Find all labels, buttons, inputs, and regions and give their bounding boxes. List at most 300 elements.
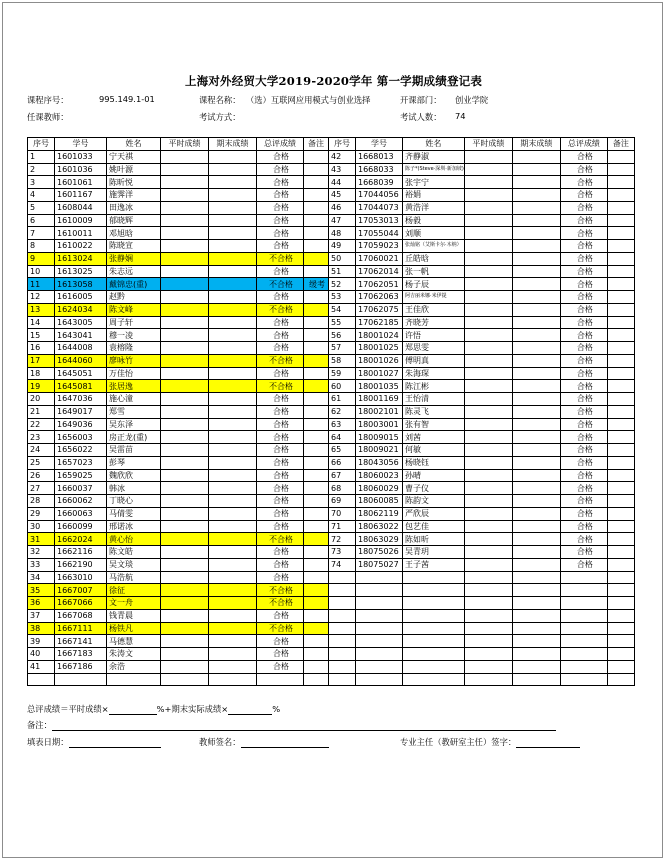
cell-name [403,571,465,584]
cell-student-id: 1624034 [55,303,107,316]
cell-usual-score [161,597,209,610]
table-row [329,622,635,635]
table-row [329,329,635,342]
cell-final-score [512,252,560,265]
cell-name: 严欣辰 [403,507,465,520]
cell-final-score [209,329,257,342]
table-row [28,278,329,291]
table-row [28,214,329,227]
cell-seq: 33 [28,558,55,571]
cell-total-score: 合格 [560,240,607,253]
cell-student-id: 1610022 [55,240,107,253]
cell-note [304,609,329,622]
cell-final-score [512,278,560,291]
cell-name: 张有智 [403,418,465,431]
table-row [28,367,329,380]
cell-note [304,240,329,253]
cell-note [607,546,634,559]
cell-total-score: 合格 [257,444,304,457]
cell-name: 张静娴 [107,252,161,265]
table-row [28,418,329,431]
cell-total-score: 合格 [560,533,607,546]
cell-total-score: 合格 [560,176,607,189]
cell-final-score [512,495,560,508]
cell-seq: 48 [329,227,356,240]
cell-usual-score [161,571,209,584]
table-row [329,342,635,355]
cell-name [403,609,465,622]
cell-student-id: 1601033 [55,150,107,163]
cell-final-score [512,635,560,648]
cell-usual-score [161,635,209,648]
dept-label: 开课部门： [400,95,442,105]
cell-final-score [209,278,257,291]
cell-total-score: 合格 [257,329,304,342]
cell-name: 房正龙(重) [107,431,161,444]
cell-name: 钱青晨 [107,609,161,622]
cell-name: 施心潼 [107,393,161,406]
table-row [329,176,635,189]
cell-student-id: 1601061 [55,176,107,189]
table-row [329,240,635,253]
cell-note [304,648,329,661]
cell-final-score [512,520,560,533]
cell-total-score: 合格 [257,189,304,202]
cell-final-score [512,393,560,406]
cell-note [607,380,634,393]
cell-total-score: 不合格 [257,278,304,291]
cell-student-id: 1647036 [55,393,107,406]
cell-final-score [209,609,257,622]
cell-final-score [209,635,257,648]
cell-usual-score [464,418,512,431]
cell-usual-score [161,393,209,406]
cell-total-score: 合格 [560,418,607,431]
cell-name: 王佳欣 [403,303,465,316]
cell-total-score: 不合格 [257,303,304,316]
cell-name: 文一舟 [107,597,161,610]
cell-note [304,673,329,686]
cell-final-score [512,303,560,316]
cell-student-id: 18001024 [356,329,403,342]
cell-final-score [209,584,257,597]
director-sign-line [400,736,580,748]
cell-usual-score [464,367,512,380]
course-name-label: 课程名称： [199,95,241,105]
table-row [28,189,329,202]
table-row [28,507,329,520]
cell-seq: 74 [329,558,356,571]
table-row [28,648,329,661]
cell-usual-score [464,342,512,355]
table-row [28,354,329,367]
cell-note [607,252,634,265]
dept-value: 创业学院 [455,95,489,105]
cell-seq: 69 [329,495,356,508]
cell-note [607,635,634,648]
date-blank[interactable] [69,738,161,748]
cell-total-score: 合格 [560,150,607,163]
cell-final-score [209,291,257,304]
cell-total-score: 合格 [257,456,304,469]
cell-name: 田逸冰 [107,201,161,214]
cell-name: 陈晓宣 [107,240,161,253]
cell-final-score [512,240,560,253]
cell-name: 丘皓晗 [403,252,465,265]
cell-total-score: 合格 [257,227,304,240]
cell-usual-score [161,622,209,635]
cell-name [107,673,161,686]
table-row [28,520,329,533]
cell-seq [329,673,356,686]
cell-final-score [209,456,257,469]
cell-student-id: 18001035 [356,380,403,393]
cell-seq: 37 [28,609,55,622]
cell-student-id [356,584,403,597]
cell-note [607,507,634,520]
cell-usual-score [161,189,209,202]
cell-usual-score [464,163,512,176]
table-row [28,444,329,457]
cell-seq: 24 [28,444,55,457]
cell-total-score: 合格 [257,393,304,406]
cell-usual-score [464,507,512,520]
cell-seq: 1 [28,150,55,163]
cell-student-id [356,609,403,622]
cell-student-id: 1645081 [55,380,107,393]
cell-usual-score [161,609,209,622]
cell-student-id: 17062051 [356,278,403,291]
cell-usual-score [464,393,512,406]
table-row [329,444,635,457]
cell-seq: 35 [28,584,55,597]
cell-student-id: 1667183 [55,648,107,661]
cell-note [607,201,634,214]
cell-note [304,367,329,380]
col-header-seq: 序号 [329,138,356,151]
cell-note [304,469,329,482]
cell-final-score [209,622,257,635]
cell-usual-score [464,214,512,227]
cell-note [304,635,329,648]
cell-seq: 65 [329,444,356,457]
cell-note [304,291,329,304]
cell-usual-score [161,673,209,686]
cell-usual-score [161,444,209,457]
cell-total-score: 合格 [560,456,607,469]
cell-usual-score [464,176,512,189]
cell-seq: 71 [329,520,356,533]
cell-student-id: 1663010 [55,571,107,584]
table-row [329,507,635,520]
formula-blank-2[interactable] [228,705,272,715]
table-row [329,214,635,227]
cell-usual-score [161,584,209,597]
cell-name: 韩冰 [107,482,161,495]
cell-name [403,584,465,597]
grade-sheet [2,2,663,858]
cell-student-id: 18060023 [356,469,403,482]
table-row [329,418,635,431]
cell-note [304,495,329,508]
cell-usual-score [161,214,209,227]
cell-total-score: 合格 [257,176,304,189]
cell-seq: 42 [329,150,356,163]
table-row [329,520,635,533]
cell-name: 廖咏竹 [107,354,161,367]
cell-final-score [209,214,257,227]
cell-usual-score [464,431,512,444]
cell-usual-score [161,252,209,265]
cell-usual-score [464,609,512,622]
cell-usual-score [464,558,512,571]
cell-final-score [209,507,257,520]
table-row [329,533,635,546]
cell-name: 赵黔 [107,291,161,304]
col-header-note: 备注 [304,138,329,151]
cell-student-id: 17059023 [356,240,403,253]
table-row [28,609,329,622]
cell-total-score: 合格 [560,303,607,316]
cell-seq: 57 [329,342,356,355]
cell-total-score: 合格 [257,367,304,380]
cell-seq: 25 [28,456,55,469]
cell-student-id: 1668013 [356,150,403,163]
cell-name: 裕娟 [403,189,465,202]
cell-student-id: 18009021 [356,444,403,457]
cell-note [304,354,329,367]
cell-seq: 45 [329,189,356,202]
cell-name: 魏欣欣 [107,469,161,482]
cell-note [607,354,634,367]
cell-note [607,150,634,163]
cell-student-id: 1660063 [55,507,107,520]
cell-name: 王怡清 [403,393,465,406]
teacher-sign-blank[interactable] [241,738,329,748]
cell-usual-score [464,303,512,316]
cell-name: 万佳怡 [107,367,161,380]
cell-name: 包艺佳 [403,520,465,533]
cell-final-score [512,265,560,278]
cell-usual-score [161,342,209,355]
cell-name: 马倩雯 [107,507,161,520]
table-row [329,163,635,176]
cell-student-id: 1644060 [55,354,107,367]
cell-student-id: 18001169 [356,393,403,406]
table-row [28,546,329,559]
director-sign-blank[interactable] [516,738,580,748]
cell-name: 黄浩洋 [403,201,465,214]
cell-final-score [209,265,257,278]
cell-name: 陈文峰 [107,303,161,316]
col-header-total-score: 总评成绩 [257,138,304,151]
cell-usual-score [464,660,512,673]
cell-usual-score [464,571,512,584]
teacher-sign-label: 教师签名： [199,737,241,747]
cell-final-score [209,673,257,686]
cell-final-score [512,150,560,163]
cell-usual-score [464,495,512,508]
cell-name: 杨子辰 [403,278,465,291]
cell-total-score: 不合格 [257,584,304,597]
cell-note [304,380,329,393]
cell-seq [329,584,356,597]
cell-student-id [356,622,403,635]
cell-final-score [209,546,257,559]
cell-total-score [257,673,304,686]
cell-seq: 54 [329,303,356,316]
cell-name: 吴雷苗 [107,444,161,457]
cell-usual-score [464,635,512,648]
cell-student-id: 18043056 [356,456,403,469]
cell-seq: 2 [28,163,55,176]
cell-seq: 72 [329,533,356,546]
cell-student-id: 18060085 [356,495,403,508]
cell-final-score [209,648,257,661]
col-header-student-id: 学号 [356,138,403,151]
cell-usual-score [464,329,512,342]
cell-name: 邓旭晗 [107,227,161,240]
table-row [329,303,635,316]
cell-note [304,444,329,457]
cell-seq [329,609,356,622]
table-row [329,393,635,406]
cell-student-id: 1613058 [55,278,107,291]
cell-note [607,469,634,482]
cell-name: 刘茜 [403,431,465,444]
table-row [28,635,329,648]
table-row [28,482,329,495]
cell-usual-score [161,150,209,163]
cell-note [607,214,634,227]
cell-final-score [209,482,257,495]
cell-final-score [209,176,257,189]
cell-usual-score [161,660,209,673]
cell-name: 陈韵文 [403,495,465,508]
table-row [28,291,329,304]
table-row [329,252,635,265]
cell-name [403,597,465,610]
table-row [329,482,635,495]
cell-usual-score [464,291,512,304]
cell-seq: 12 [28,291,55,304]
cell-student-id: 17044073 [356,201,403,214]
cell-student-id: 18001026 [356,354,403,367]
table-row [28,163,329,176]
cell-seq: 30 [28,520,55,533]
cell-usual-score [464,648,512,661]
cell-student-id: 1660037 [55,482,107,495]
cell-final-score [209,393,257,406]
table-row [329,456,635,469]
cell-seq: 58 [329,354,356,367]
cell-seq: 27 [28,482,55,495]
table-row [329,367,635,380]
cell-total-score: 不合格 [257,597,304,610]
cell-note [304,622,329,635]
cell-name: 王子茜 [403,558,465,571]
cell-usual-score [464,405,512,418]
cell-seq: 15 [28,329,55,342]
cell-seq: 70 [329,507,356,520]
cell-note [607,367,634,380]
cell-usual-score [464,622,512,635]
cell-total-score: 不合格 [257,380,304,393]
cell-seq: 73 [329,546,356,559]
cell-seq: 52 [329,278,356,291]
cell-seq: 20 [28,393,55,406]
cell-final-score [209,150,257,163]
cell-usual-score [464,354,512,367]
teacher-sign-line [199,736,329,748]
cell-seq: 67 [329,469,356,482]
cell-name: 丁晓心 [107,495,161,508]
cell-student-id: 1643005 [55,316,107,329]
cell-total-score [560,660,607,673]
cell-name: 曹子仪 [403,482,465,495]
cell-total-score: 合格 [560,520,607,533]
cell-total-score: 合格 [257,571,304,584]
cell-final-score [512,189,560,202]
cell-final-score [512,482,560,495]
cell-seq: 51 [329,265,356,278]
cell-final-score [512,469,560,482]
cell-note [304,329,329,342]
formula-blank-1[interactable] [109,705,157,715]
cell-name: 朱海琛 [403,367,465,380]
cell-note [607,444,634,457]
cell-total-score: 合格 [560,469,607,482]
table-row [329,354,635,367]
cell-final-score [512,584,560,597]
cell-usual-score [464,456,512,469]
remark-blank[interactable] [52,721,556,731]
cell-total-score: 合格 [560,507,607,520]
cell-usual-score [464,252,512,265]
cell-student-id [356,673,403,686]
grade-table-left [27,137,329,686]
cell-total-score: 合格 [560,444,607,457]
cell-total-score: 合格 [257,635,304,648]
cell-student-id: 17062014 [356,265,403,278]
cell-name [403,648,465,661]
table-row [28,265,329,278]
cell-note [607,622,634,635]
cell-name: 袁榕隆 [107,342,161,355]
cell-seq: 5 [28,201,55,214]
cell-seq [329,660,356,673]
cell-total-score: 合格 [560,367,607,380]
cell-note [607,265,634,278]
cell-usual-score [161,546,209,559]
table-row [329,265,635,278]
cell-name: 吴青玥 [403,546,465,559]
cell-name: 余浩 [107,660,161,673]
cell-student-id: 1660099 [55,520,107,533]
table-row [28,571,329,584]
cell-student-id: 17053013 [356,214,403,227]
cell-total-score: 合格 [560,405,607,418]
cell-note [607,673,634,686]
table-row [28,342,329,355]
cell-name: 郁晓辉 [107,214,161,227]
cell-usual-score [161,469,209,482]
cell-final-score [512,329,560,342]
cell-seq: 26 [28,469,55,482]
cell-student-id: 1667007 [55,584,107,597]
cell-name [403,673,465,686]
cell-seq [329,597,356,610]
